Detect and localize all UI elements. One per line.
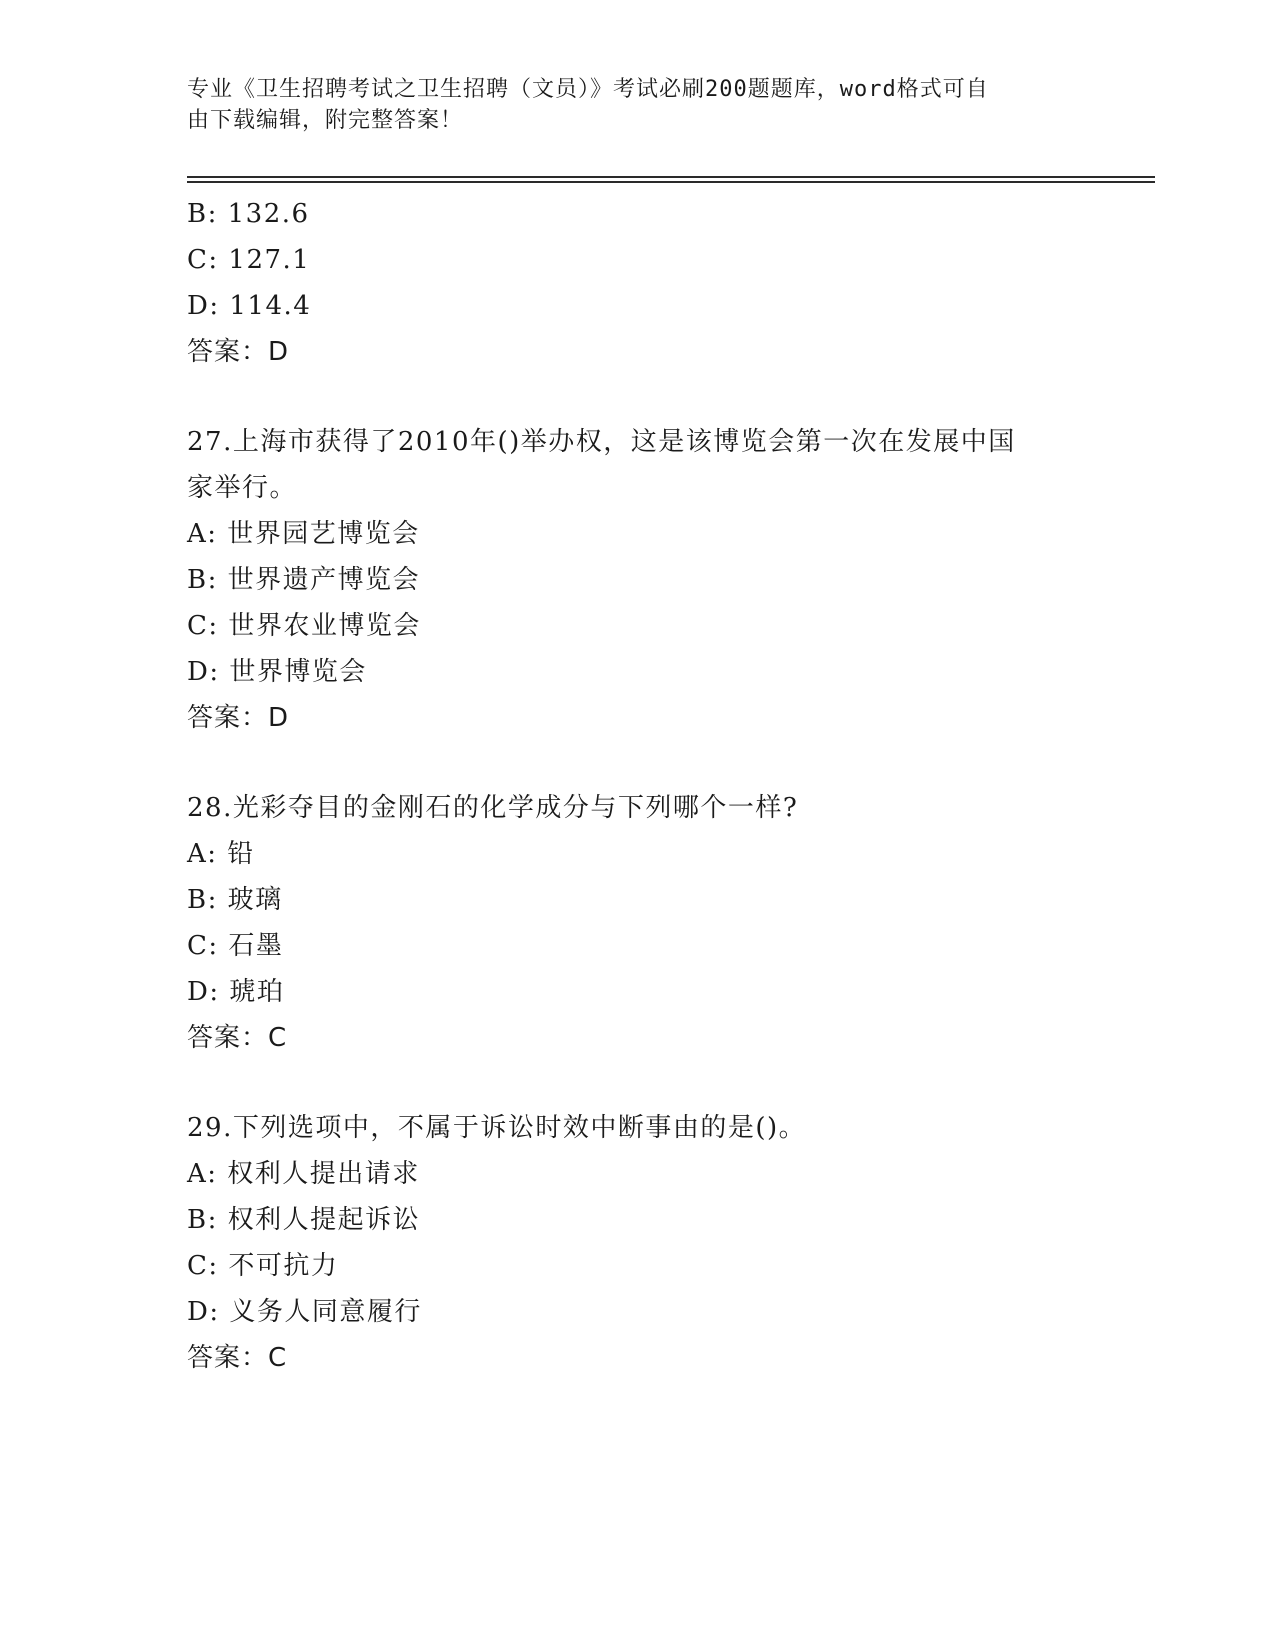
question-stem-line-1: 29.下列选项中，不属于诉讼时效中断事由的是()。 <box>187 1113 807 1143</box>
answer: 答案：D <box>187 337 290 367</box>
option-a: A: 铅 <box>187 839 255 869</box>
answer: 答案：C <box>187 1023 288 1053</box>
document-body <box>187 191 1087 1381</box>
answer: 答案：D <box>187 703 290 733</box>
question-27 <box>187 419 1087 741</box>
question-stem-line-1: 28.光彩夺目的金刚石的化学成分与下列哪个一样? <box>187 793 799 823</box>
option-a: A: 世界园艺博览会 <box>187 519 420 549</box>
question-stem-line-1: 27.上海市获得了2010年()举办权，这是该博览会第一次在发展中国 <box>187 427 1016 457</box>
option-d: D: 义务人同意履行 <box>187 1297 422 1327</box>
option-d: D: 世界博览会 <box>187 657 367 687</box>
option-d: D: 琥珀 <box>187 977 285 1007</box>
answer: 答案：C <box>187 1343 288 1373</box>
option-c: C: 世界农业博览会 <box>187 611 421 641</box>
header-divider-top <box>187 176 1155 178</box>
option-b: B: 132.6 <box>187 199 310 229</box>
header-line-2: 由下载编辑，附完整答案！ <box>187 108 464 133</box>
option-c: C: 石墨 <box>187 931 284 961</box>
option-b: B: 玻璃 <box>187 885 283 915</box>
option-c: C: 127.1 <box>187 245 311 275</box>
option-b: B: 世界遗产博览会 <box>187 565 421 595</box>
option-c: C: 不可抗力 <box>187 1251 339 1281</box>
option-b: B: 权利人提起诉讼 <box>187 1205 421 1235</box>
option-d: D: 114.4 <box>187 291 312 321</box>
question-26-continued <box>187 191 1087 375</box>
question-stem-line-2: 家举行。 <box>187 473 298 503</box>
header-divider-bottom <box>187 181 1155 183</box>
option-a: A: 权利人提出请求 <box>187 1159 420 1189</box>
page-header <box>187 74 1087 136</box>
question-29 <box>187 1105 1087 1381</box>
question-28 <box>187 785 1087 1061</box>
header-line-1: 专业《卫生招聘考试之卫生招聘（文员）》考试必刷200题题库，word格式可自 <box>187 77 989 102</box>
